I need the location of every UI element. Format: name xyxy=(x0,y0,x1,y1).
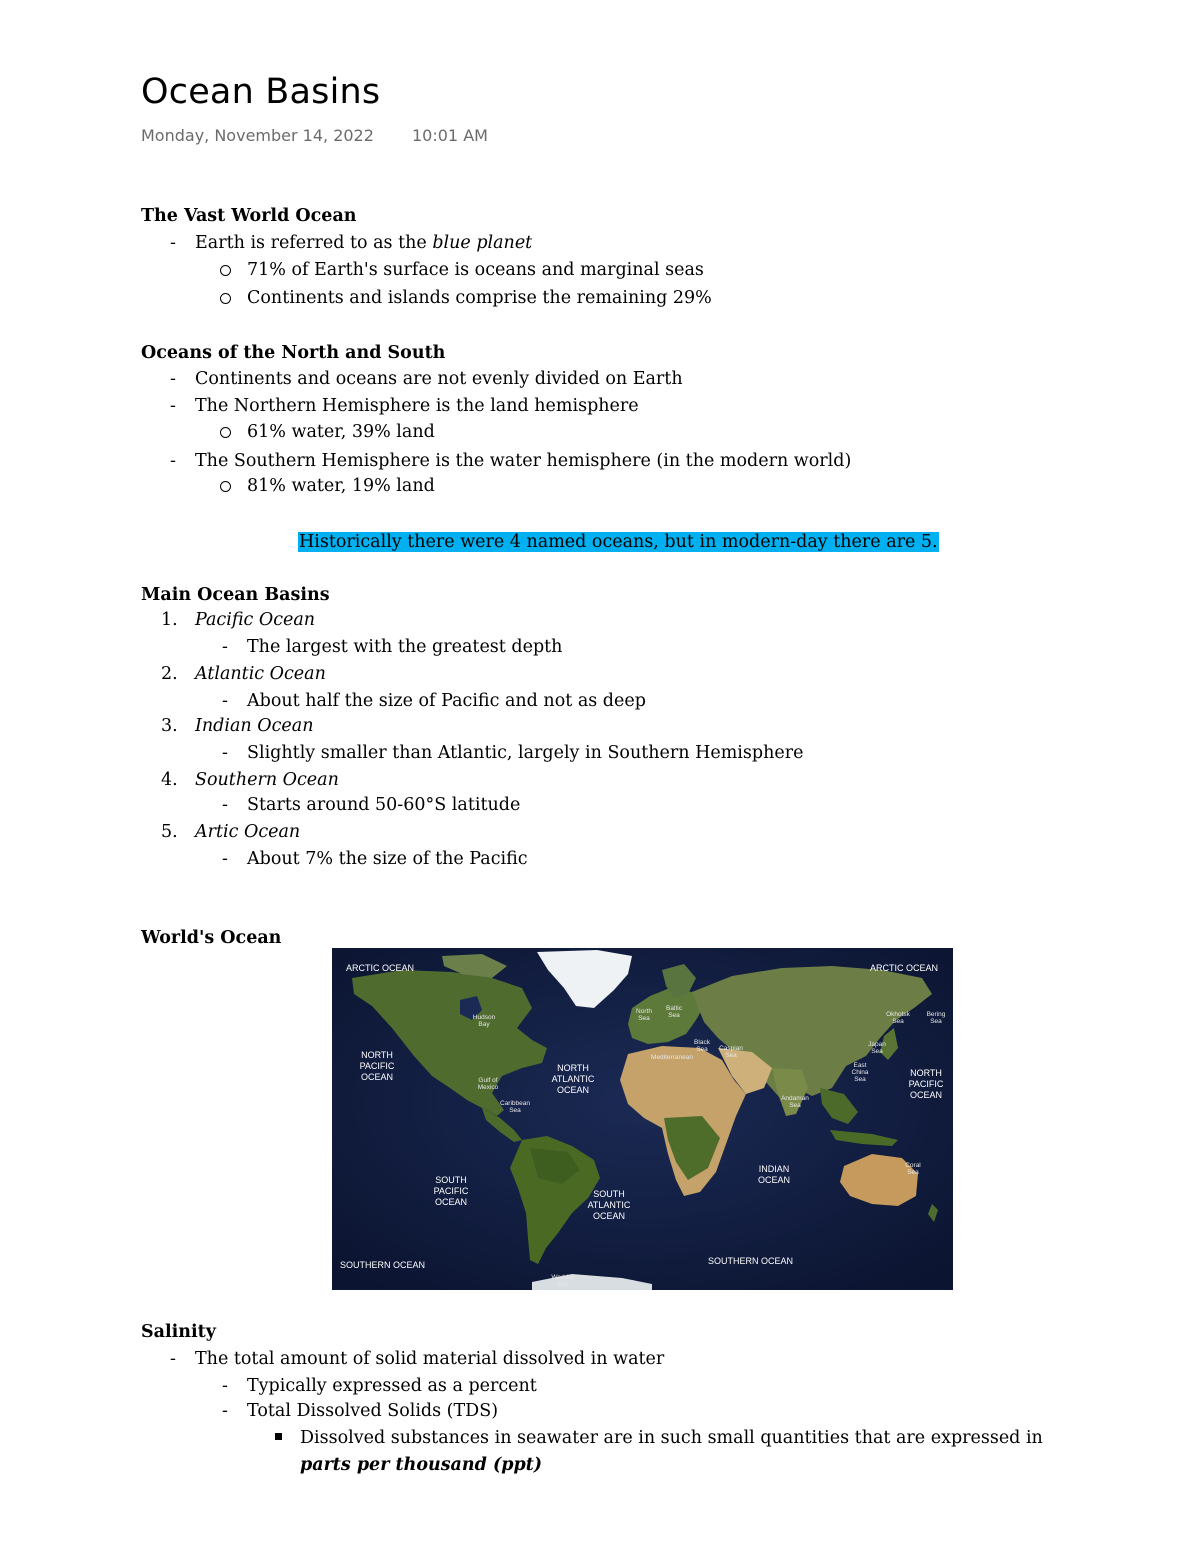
note-time: 10:01 AM xyxy=(412,126,488,145)
map-label-npac-left: OCEAN xyxy=(360,1072,394,1082)
map-label-north-sea: Sea xyxy=(638,1015,650,1022)
map-label-arctic-left: ARCTIC OCEAN xyxy=(346,963,415,973)
map-label-satl: SOUTH xyxy=(593,1189,625,1199)
highlighted-note xyxy=(298,530,939,554)
section-heading-salinity: Salinity xyxy=(141,1322,216,1342)
list-item-ocean xyxy=(161,662,326,686)
map-label-spac: SOUTH xyxy=(435,1175,467,1185)
list-number: 4. xyxy=(161,770,178,790)
map-label-caribbean: Sea xyxy=(509,1107,521,1114)
highlight-text: Historically there were 4 named oceans, but in modern-day there are 5. xyxy=(299,532,938,552)
list-item-ocean xyxy=(161,608,316,632)
list-number: 2. xyxy=(161,664,178,684)
sub-bullet-text: 71% of Earth's surface is oceans and marginal seas xyxy=(247,260,704,280)
ocean-name: Atlantic Ocean xyxy=(195,664,326,684)
map-label-hudson: Hudson xyxy=(472,1014,496,1021)
ocean-name: Artic Ocean xyxy=(195,822,301,842)
square-bullet-icon xyxy=(275,1433,282,1440)
map-label-black-sea: Sea xyxy=(696,1046,708,1053)
map-label-caspian: Caspian xyxy=(719,1045,743,1052)
map-label-baltic: Baltic xyxy=(666,1005,682,1012)
map-label-indian: INDIAN xyxy=(758,1164,790,1174)
circle-bullet-icon xyxy=(220,481,231,492)
map-label-okhotsk: Sea xyxy=(892,1018,904,1025)
section-heading-vast-world-ocean: The Vast World Ocean xyxy=(141,206,357,226)
bullet-italic-text: blue planet xyxy=(432,233,533,253)
bullet-text: Earth is referred to as the xyxy=(195,233,433,253)
map-label-japan-sea: Sea xyxy=(871,1048,883,1055)
map-label-npac-right: OCEAN xyxy=(909,1090,943,1100)
note-date: Monday, November 14, 2022 xyxy=(141,126,374,145)
sub-bullet-tds: - Total Dissolved Solids (TDS) xyxy=(247,1399,498,1423)
sub-sub-bullet-text: Dissolved substances in seawater are in such small quantities that are expressed in xyxy=(300,1428,1043,1448)
map-label-satl: ATLANTIC xyxy=(587,1200,631,1210)
page-title: Ocean Basins xyxy=(141,72,381,112)
ocean-description: - The largest with the greatest depth xyxy=(247,635,562,659)
map-label-east-china: China xyxy=(851,1069,869,1076)
bullet-salinity-definition: - The total amount of solid material dissolved in water xyxy=(195,1347,664,1371)
map-label-southern-right: SOUTHERN OCEAN xyxy=(708,1256,794,1266)
bullet-blue-planet xyxy=(195,231,532,255)
sub-bullet-71-percent xyxy=(247,258,704,282)
circle-bullet-icon xyxy=(220,265,231,276)
map-label-npac-right: PACIFIC xyxy=(908,1079,944,1089)
map-label-okhotsk: Okhotsk xyxy=(886,1011,910,1018)
ocean-name: Pacific Ocean xyxy=(195,610,316,630)
map-label-southern-left: SOUTHERN OCEAN xyxy=(340,1260,426,1270)
map-label-baltic: Sea xyxy=(668,1012,680,1019)
map-label-npac-right: NORTH xyxy=(910,1068,942,1078)
sub-bullet-text: 61% water, 39% land xyxy=(247,422,435,442)
bullet-northern-hemisphere: - The Northern Hemisphere is the land hemisphere xyxy=(195,394,639,418)
sub-bullet-29-percent xyxy=(247,286,712,310)
map-label-coral: Sea xyxy=(907,1169,919,1176)
sub-bullet-northern-ratio xyxy=(247,420,435,444)
sub-sub-bullet-ppt-emphasis: parts per thousand (ppt) xyxy=(300,1455,543,1475)
map-label-caribbean: Caribbean xyxy=(500,1100,530,1107)
map-label-black-sea: Black xyxy=(694,1039,710,1046)
map-label-natl: OCEAN xyxy=(556,1085,590,1095)
map-label-spac: PACIFIC xyxy=(433,1186,469,1196)
list-item-ocean xyxy=(161,714,314,738)
list-item-ocean xyxy=(161,768,339,792)
map-label-spac: OCEAN xyxy=(434,1197,468,1207)
ocean-description: - Starts around 50-60°S latitude xyxy=(247,793,520,817)
list-number: 5. xyxy=(161,822,178,842)
map-label-hudson: Bay xyxy=(478,1021,490,1028)
map-label-caspian: Sea xyxy=(725,1052,737,1059)
map-label-weddell: Sea xyxy=(557,1281,569,1288)
map-label-andaman: Andaman xyxy=(781,1095,809,1102)
sub-bullet-text: 81% water, 19% land xyxy=(247,476,435,496)
map-label-satl: OCEAN xyxy=(592,1211,626,1221)
circle-bullet-icon xyxy=(220,427,231,438)
map-label-gulf: Mexico xyxy=(477,1084,499,1091)
map-label-east-china: Sea xyxy=(854,1076,866,1083)
map-label-indian: OCEAN xyxy=(757,1175,791,1185)
map-label-japan-sea: Japan xyxy=(868,1041,886,1048)
list-item-ocean xyxy=(161,820,301,844)
map-label-gulf: Gulf of xyxy=(478,1077,498,1084)
circle-bullet-icon xyxy=(220,293,231,304)
map-label-arctic-right: ARCTIC OCEAN xyxy=(870,963,939,973)
world-map-image xyxy=(332,948,953,1290)
map-label-mediterranean: Mediterranean xyxy=(651,1054,693,1061)
section-heading-worlds-ocean: World's Ocean xyxy=(141,928,282,948)
list-number: 3. xyxy=(161,716,178,736)
ocean-description: - About half the size of Pacific and not as deep xyxy=(247,689,646,713)
map-label-bering: Bering xyxy=(926,1011,946,1018)
bullet-uneven: - Continents and oceans are not evenly divided on Earth xyxy=(195,367,683,391)
map-label-andaman: Sea xyxy=(789,1102,801,1109)
map-label-weddell: Weddell xyxy=(551,1274,575,1281)
world-ocean-map xyxy=(332,948,953,1290)
map-label-natl: ATLANTIC xyxy=(551,1074,595,1084)
map-label-npac-left: NORTH xyxy=(361,1050,393,1060)
sub-bullet-percent: - Typically expressed as a percent xyxy=(247,1374,537,1398)
map-label-north-sea: North xyxy=(636,1008,652,1015)
ocean-name: Indian Ocean xyxy=(195,716,314,736)
sub-bullet-southern-ratio xyxy=(247,474,435,498)
ocean-description: - About 7% the size of the Pacific xyxy=(247,847,528,871)
map-label-coral: Coral xyxy=(905,1162,921,1169)
list-number: 1. xyxy=(161,610,178,630)
bullet-southern-hemisphere: - The Southern Hemisphere is the water hemisphere (in the modern world) xyxy=(195,449,851,473)
sub-bullet-text: Continents and islands comprise the remaining 29% xyxy=(247,288,712,308)
ocean-description: - Slightly smaller than Atlantic, largely in Southern Hemisphere xyxy=(247,741,803,765)
section-heading-north-south: Oceans of the North and South xyxy=(141,343,446,363)
map-label-natl: NORTH xyxy=(557,1063,589,1073)
map-label-bering: Sea xyxy=(930,1018,942,1025)
section-heading-main-ocean-basins: Main Ocean Basins xyxy=(141,585,330,605)
sub-sub-bullet-ppt xyxy=(300,1426,1043,1450)
map-label-east-china: East xyxy=(853,1062,867,1069)
map-label-npac-left: PACIFIC xyxy=(359,1061,395,1071)
ocean-name: Southern Ocean xyxy=(195,770,339,790)
